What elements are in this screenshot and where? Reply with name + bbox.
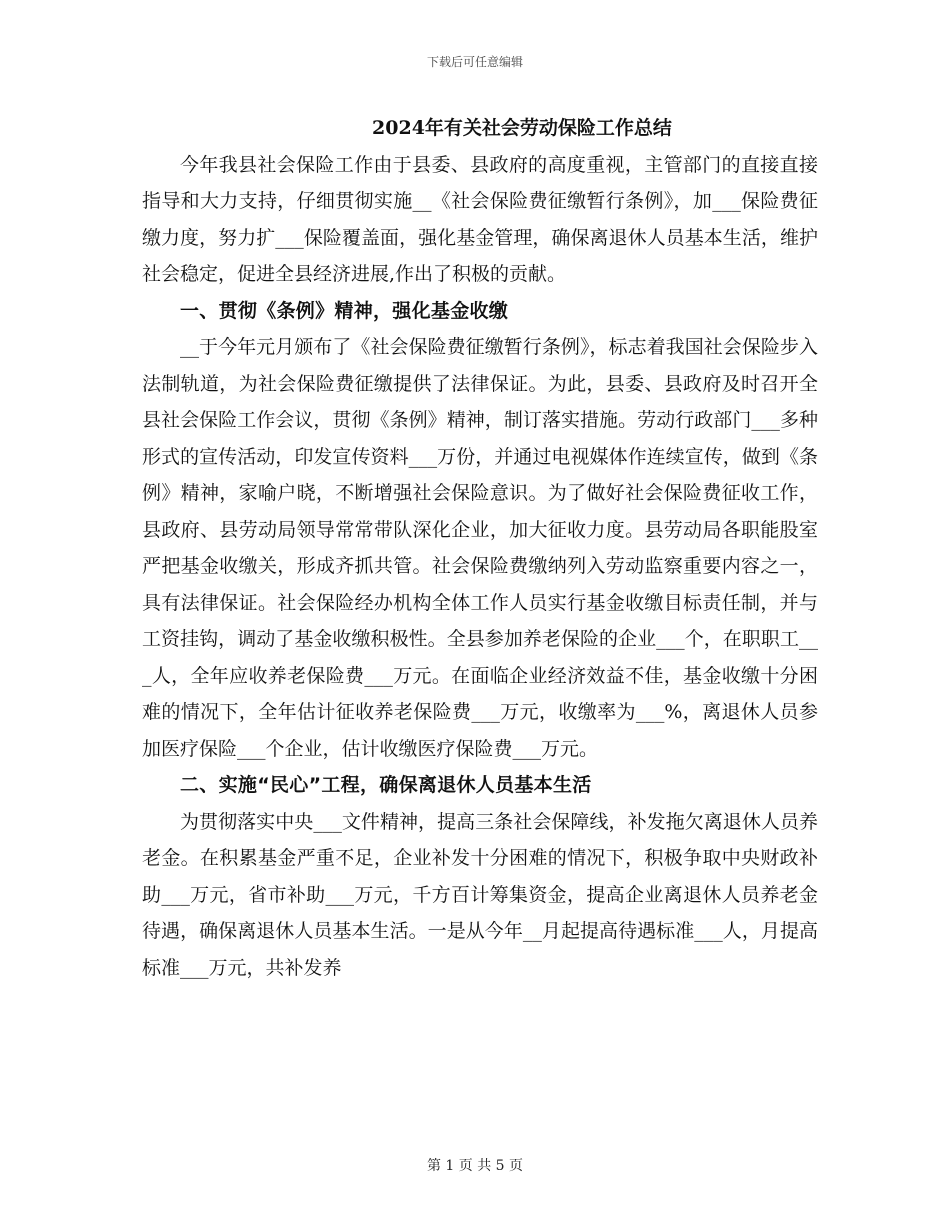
- section-2-heading: 二、实施“民心”工程，确保离退休人员基本生活: [180, 774, 592, 796]
- document-body: [142, 110, 818, 986]
- document-title: 2024年有关社会劳动保险工作总结: [372, 117, 672, 139]
- section-1-heading: 一、贯彻《条例》精神，强化基金收缴: [180, 299, 509, 322]
- intro-paragraph: 今年我县社会保险工作由于县委、县政府的高度重视，主管部门的直接直接指导和大力支持，仔细贯彻实施__《社会保险费征缴暂行条例》，加___保险费征缴力度，努力扩___保险覆盖面，强化基金管理，确保离退休人员基本生活，维护社会稳定，促进全县经济进展,作出了积极的贡献。: [142, 153, 818, 285]
- section-2-paragraph: 为贯彻落实中央___文件精神，提高三条社会保障线，补发拖欠离退休人员养老金。在积累基金严重不足，企业补发十分困难的情况下，积极争取中央财政补助___万元，省市补助___万元，千方百计筹集资金，提高企业离退休人员养老金待遇，确保离退休人员基本生活。一是从今年__月起提高待遇标准___人，月提高标准___万元，共补发养: [142, 810, 818, 979]
- page-footer: 第 1 页 共 5 页: [426, 1158, 524, 1174]
- section-1-paragraph: __于今年元月颁布了《社会保险费征缴暂行条例》，标志着我国社会保险步入法制轨道，为社会保险费征缴提供了法律保证。为此，县委、县政府及时召开全县社会保险工作会议，贯彻《条例》精神，制订落实措施。劳动行政部门___多种形式的宣传活动，印发宣传资料___万份，并通过电视媒体作连续宣传，做到《条例》精神，家喻户晓，不断增强社会保险意识。为了做好社会保险费征收工作，县政府、县劳动局领导常常带队深化企业，加大征收力度。县劳动局各职能股室严把基金收缴关，形成齐抓共管。社会保险费缴纳列入劳动监察重要内容之一，具有法律保证。社会保险经办机构全体工作人员实行基金收缴目标责任制，并与工资挂钩，调动了基金收缴积极性。全县参加养老保险的企业___个，在职职工___人，全年应收养老保险费___万元。在面临企业经济效益不佳，基金收缴十分困难的情况下，全年估计征收养老保险费___万元，收缴率为___%，离退休人员参加医疗保险___个企业，估计收缴医疗保险费___万元。: [142, 336, 818, 760]
- page-header: 下载后可任意编辑: [426, 55, 523, 69]
